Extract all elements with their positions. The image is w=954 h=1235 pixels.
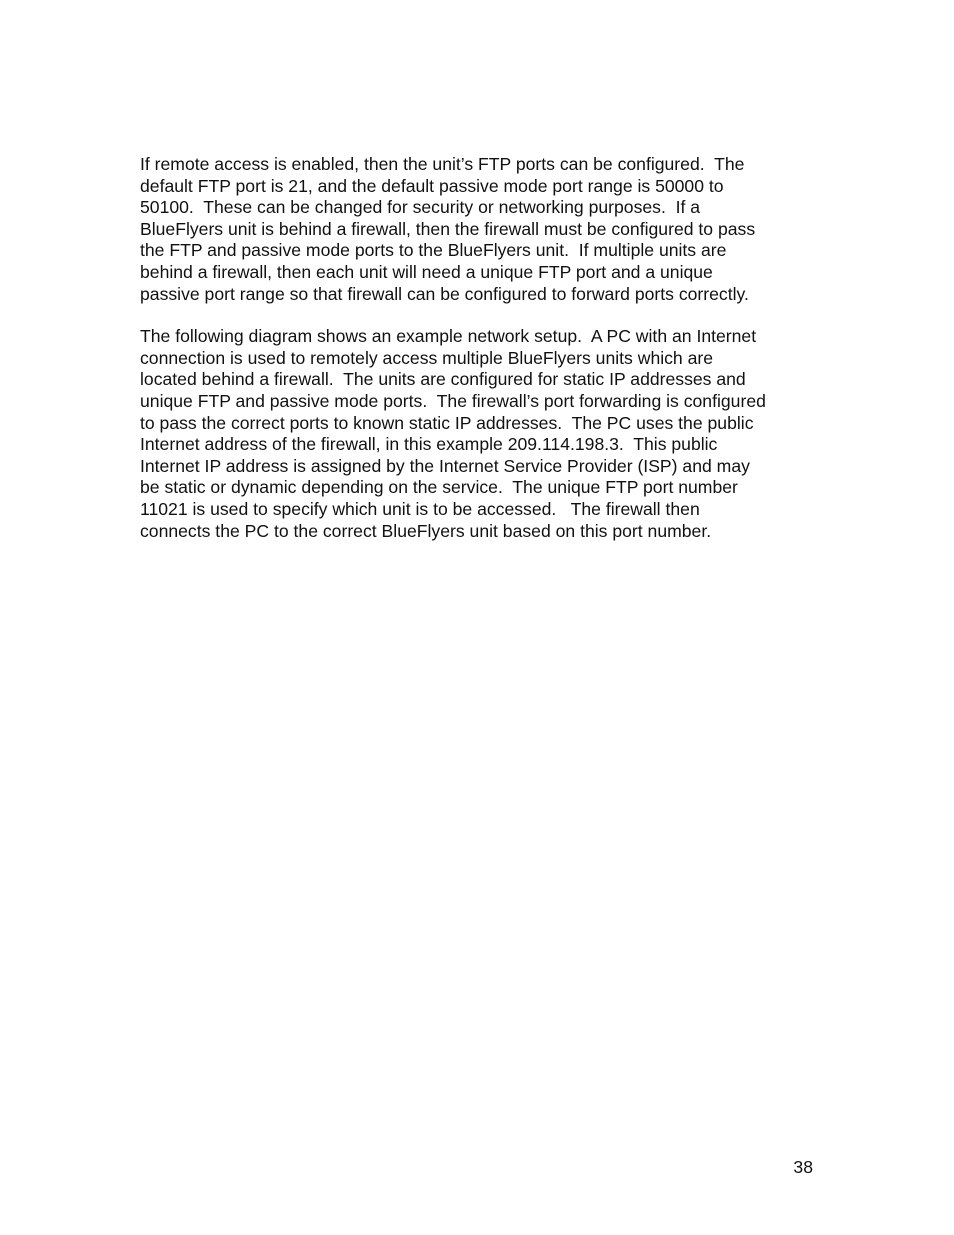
page-number: 38 xyxy=(793,1157,813,1177)
text-line: unique FTP and passive mode ports. The firewall’s port forwarding is configured xyxy=(140,390,766,411)
text-line: The following diagram shows an example network setup. A PC with an Internet xyxy=(140,326,757,347)
text-line: located behind a firewall. The units are configured for static IP addresses and xyxy=(140,369,746,390)
text-line: If remote access is enabled, then the unit’s FTP ports can be configured. The xyxy=(140,154,745,174)
text-line: 50100. These can be changed for security or networking purposes. If a xyxy=(140,197,701,218)
text-line: be static or dynamic depending on the service. The unique FTP port number xyxy=(140,477,738,498)
text-line: Internet IP address is assigned by the Internet Service Provider (ISP) and may xyxy=(140,455,750,476)
paragraph-ftp-ports xyxy=(140,154,830,305)
text-line: 11021 is used to specify which unit is to be accessed. The firewall then xyxy=(140,498,700,519)
text-line: the FTP and passive mode ports to the BlueFlyers unit. If multiple units are xyxy=(140,240,727,261)
text-line: connects the PC to the correct BlueFlyers unit based on this port number. xyxy=(140,520,712,541)
text-line: default FTP port is 21, and the default passive mode port range is 50000 to xyxy=(140,175,724,196)
text-line: connection is used to remotely access multiple BlueFlyers units which are xyxy=(140,347,714,368)
paragraph-network-setup xyxy=(140,326,830,542)
text-line: BlueFlyers unit is behind a firewall, then the firewall must be configured to pass xyxy=(140,218,756,239)
text-line: passive port range so that firewall can be configured to forward ports correctly. xyxy=(140,283,749,304)
text-line: behind a firewall, then each unit will need a unique FTP port and a unique xyxy=(140,261,713,282)
text-line: to pass the correct ports to known static IP addresses. The PC uses the public xyxy=(140,412,754,433)
body-text xyxy=(140,154,830,563)
text-line: Internet address of the firewall, in this example 209.114.198.3. This public xyxy=(140,434,718,455)
